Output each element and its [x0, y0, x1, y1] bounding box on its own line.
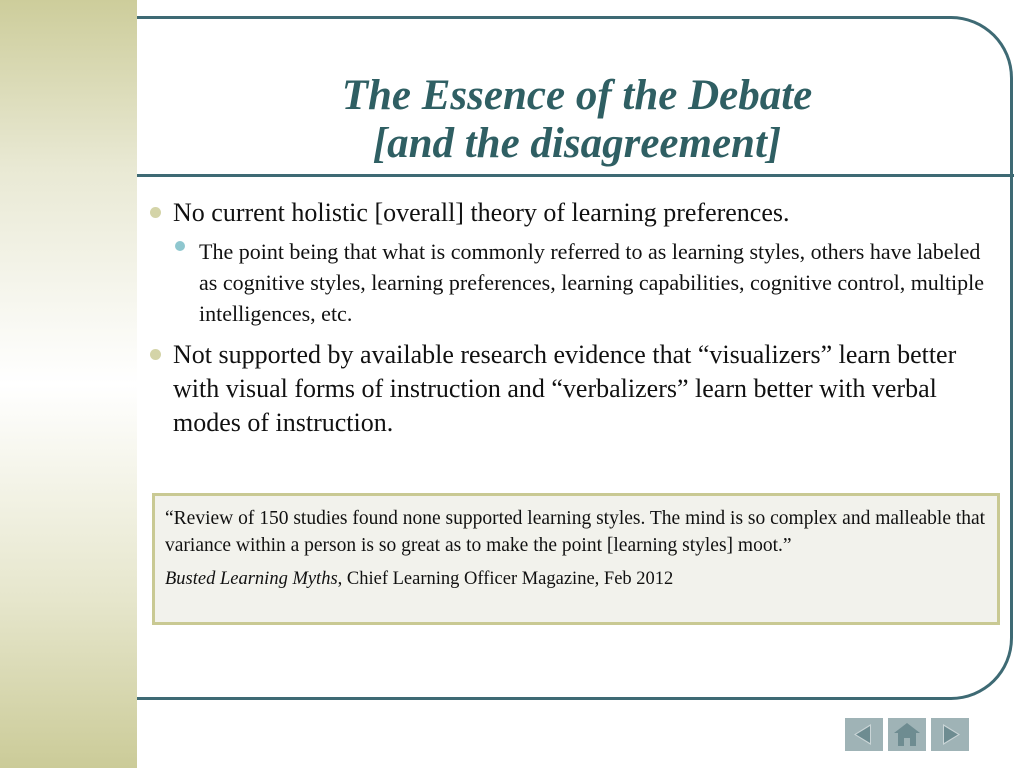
arrow-left-icon [845, 718, 883, 751]
arrow-right-icon [931, 718, 969, 751]
title-line-1: The Essence of the Debate [341, 72, 813, 119]
sub-bullet-item [199, 236, 988, 329]
sub-bullet-dot-icon [175, 241, 185, 251]
bullet-dot-icon [150, 349, 161, 360]
slide-title [137, 72, 1017, 168]
home-button[interactable] [888, 718, 926, 751]
next-slide-button[interactable] [931, 718, 969, 751]
quote-source [165, 567, 987, 591]
quote-text: “Review of 150 studies found none supported learning styles. The mind is so complex and malleable that variance within a person is so great as to make the point [learning styles] moot.” [165, 508, 986, 556]
bullet-item [148, 338, 988, 440]
left-decorative-band [0, 0, 137, 768]
quote-source-title: Busted Learning Myths [165, 569, 338, 589]
quote-box [152, 493, 1000, 625]
home-icon [888, 718, 926, 751]
bullet-list [148, 196, 988, 446]
bullet-dot-icon [150, 207, 161, 218]
bullet-item [148, 196, 988, 230]
sub-bullet-text: The point being that what is commonly referred to as learning styles, others have labeled as cognitive styles, learning preferences, learning capabilities, cognitive control, multiple intelligences, etc. [199, 239, 985, 326]
title-line-2: [and the disagreement] [372, 120, 782, 167]
bullet-text: No current holistic [overall] theory of learning preferences. [173, 198, 790, 227]
quote-source-details: , Chief Learning Officer Magazine, Feb 2012 [337, 569, 674, 589]
previous-slide-button[interactable] [845, 718, 883, 751]
title-divider [137, 174, 1014, 177]
bullet-text: Not supported by available research evidence that “visualizers” learn better with visual forms of instruction and “verbalizers” learn better with verbal modes of instruction. [173, 340, 957, 437]
